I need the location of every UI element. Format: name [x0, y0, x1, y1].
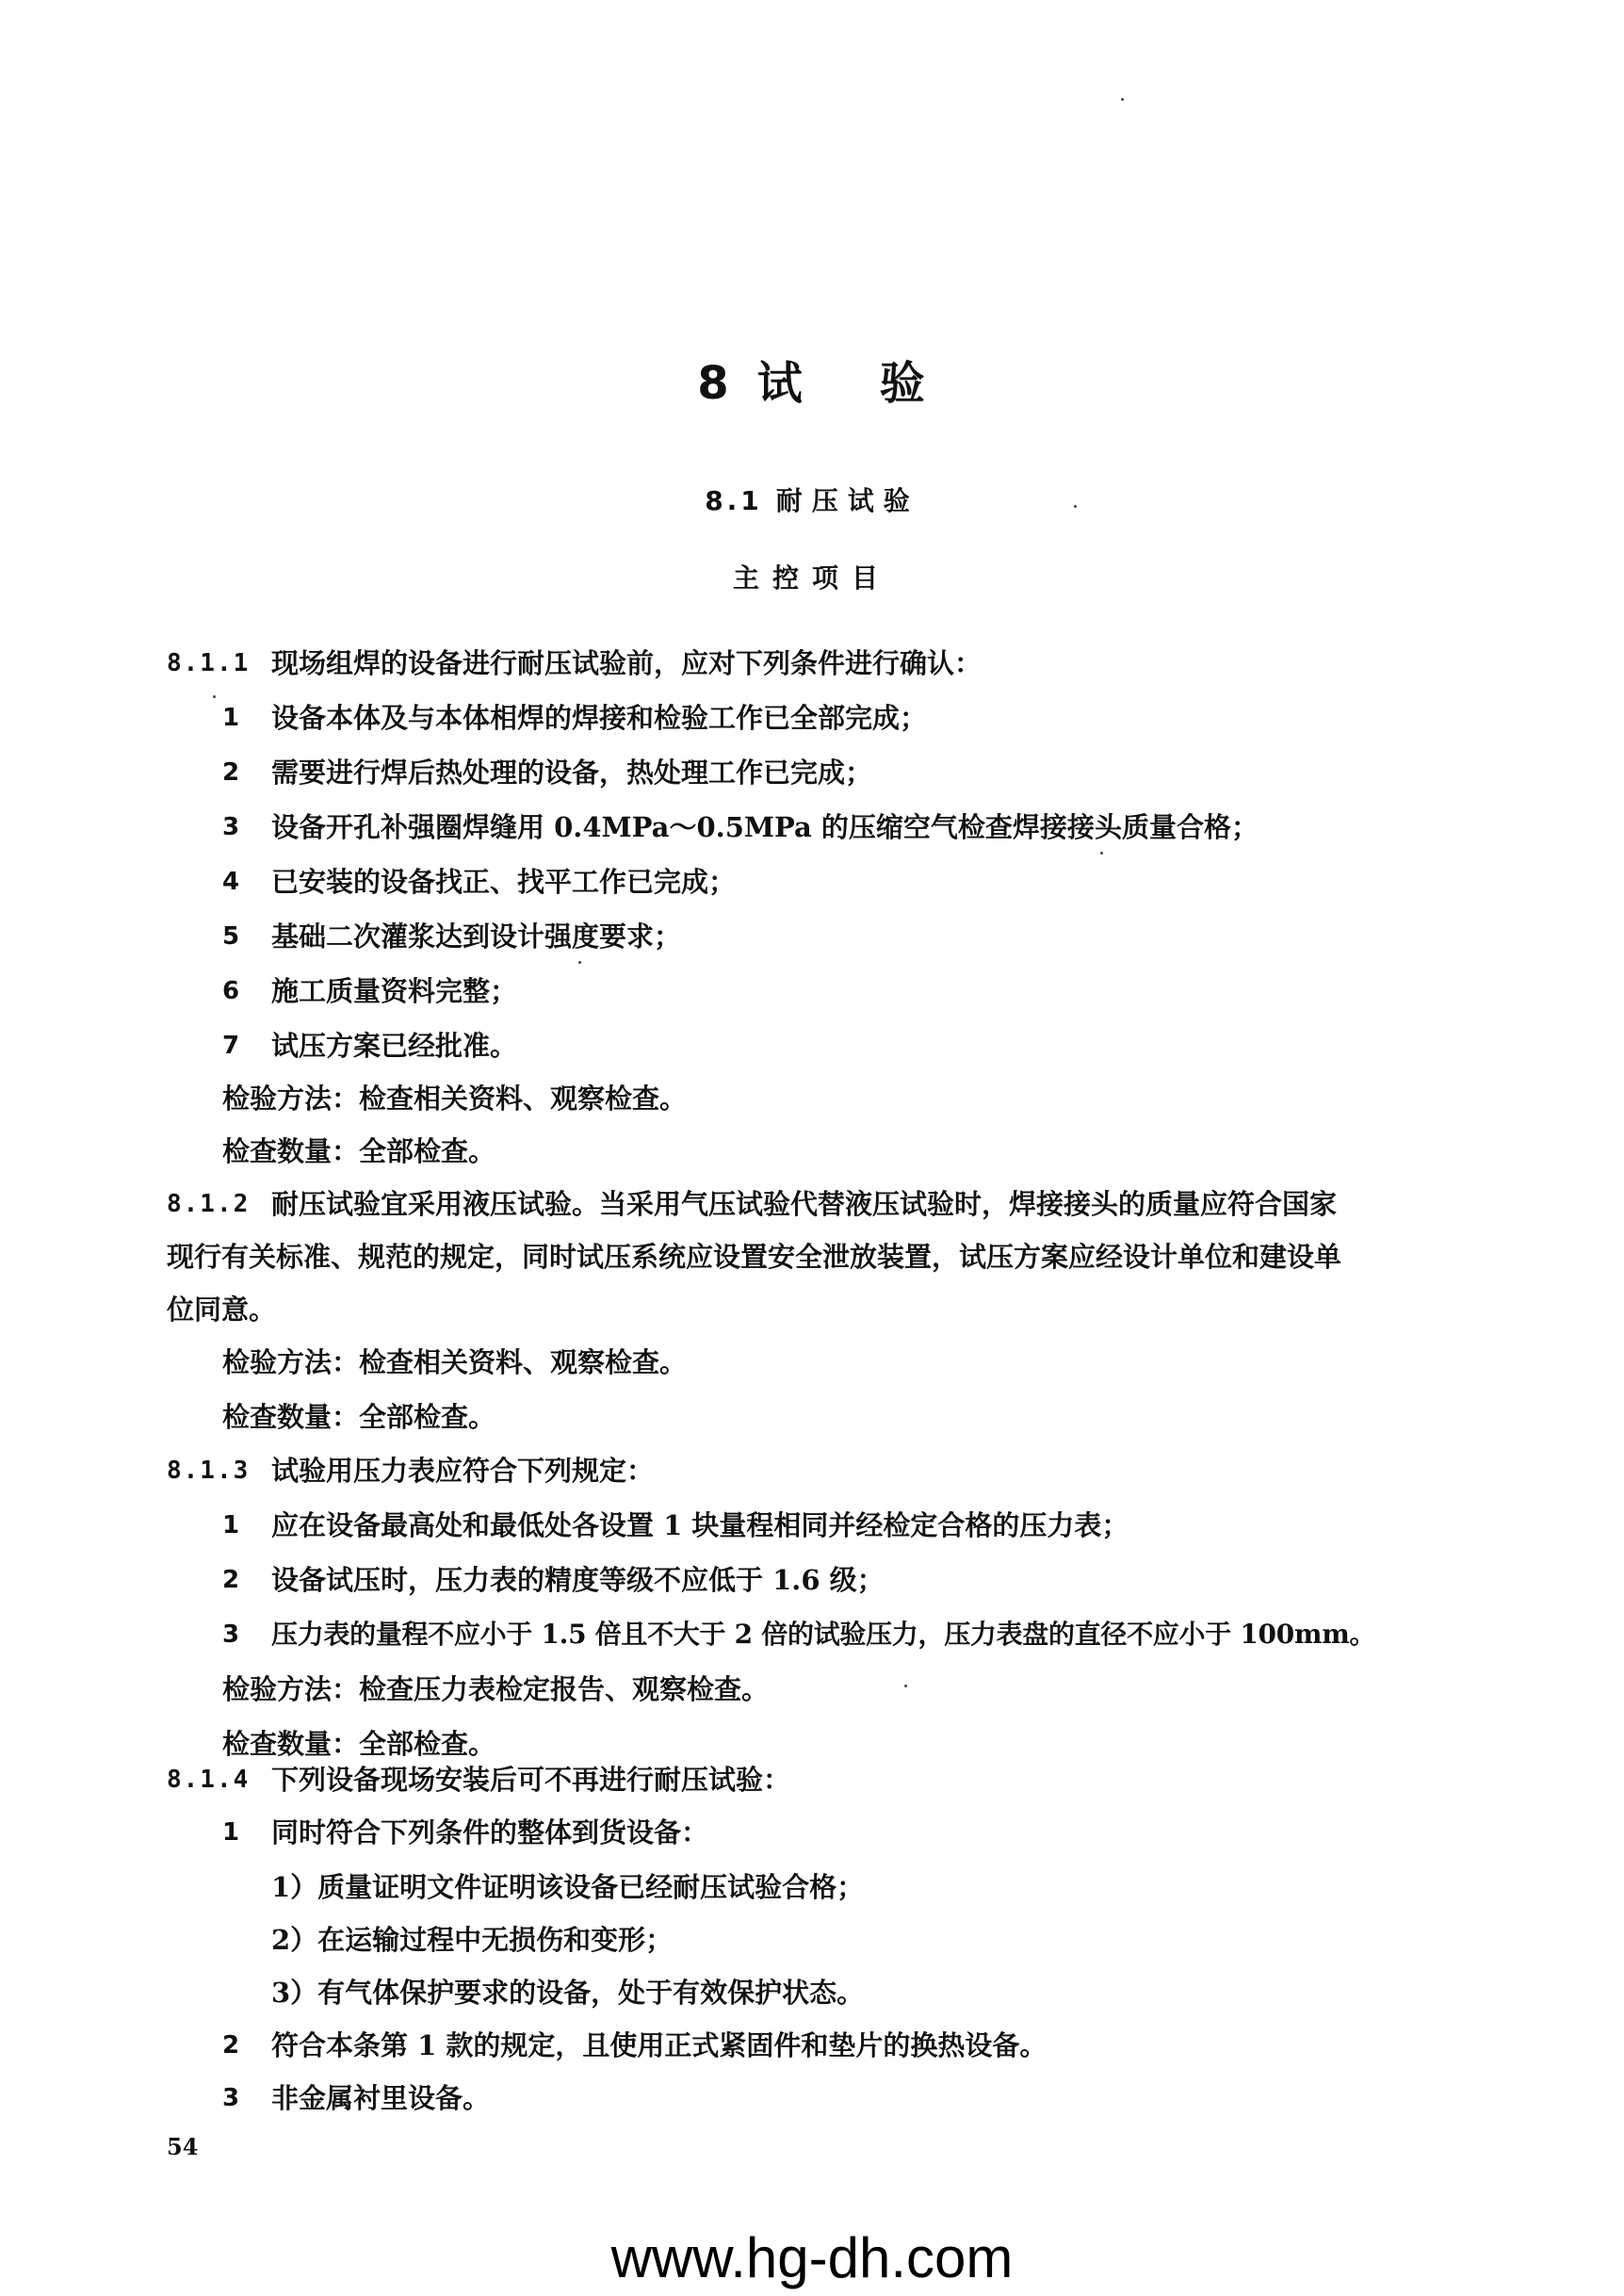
- item-number: 2: [222, 1566, 240, 1594]
- item-number: 2: [222, 758, 240, 787]
- item-text: 同时符合下列条件的整体到货设备：: [271, 1816, 709, 1848]
- item-number: 5: [222, 922, 240, 951]
- scan-speck: [904, 1685, 907, 1687]
- item-text: 基础二次灌浆达到设计强度要求；: [271, 920, 682, 953]
- scan-speck: [1074, 505, 1077, 508]
- item-text: 非金属衬里设备。: [271, 2082, 491, 2114]
- clause-number: 8.1.2: [167, 1190, 251, 1218]
- item-number: 4: [222, 868, 240, 896]
- item-text: 需要进行焊后热处理的设备，热处理工作已完成；: [271, 757, 873, 789]
- chapter-number: 8: [697, 357, 731, 410]
- chapter-title-second-char: 验: [879, 357, 927, 410]
- item-text: 符合本条第 1 款的规定，且使用正式紧固件和垫片的换热设备。: [271, 2029, 1047, 2061]
- sub-item-text: 3）有气体保护要求的设备，处于有效保护状态。: [271, 1977, 865, 2009]
- inspection-quantity-text: 检查数量：全部检查。: [222, 1401, 496, 1433]
- inspection-method-text: 检验方法：检查压力表检定报告、观察检查。: [222, 1673, 770, 1705]
- chapter-title: [0, 347, 1624, 412]
- inspection-quantity-text: 检查数量：全部检查。: [222, 1728, 496, 1760]
- watermark-url: www.hg-dh.com: [610, 2226, 1014, 2289]
- chapter-title-first-char: 试: [756, 357, 804, 410]
- clause-number: 8.1.1: [167, 649, 251, 677]
- section-number: 8.1: [705, 485, 763, 516]
- clause-text: 下列设备现场安装后可不再进行耐压试验：: [271, 1764, 791, 1796]
- subheading: 主控项目: [732, 562, 891, 594]
- inspection-method-text: 检验方法：检查相关资料、观察检查。: [222, 1083, 688, 1115]
- sub-item-text: 1）质量证明文件证明该设备已经耐压试验合格；: [271, 1871, 865, 1903]
- clause-text-line-3: 位同意。: [167, 1294, 277, 1326]
- item-number: 3: [222, 1620, 240, 1649]
- item-number: 6: [222, 977, 240, 1005]
- item-number: 3: [222, 2084, 240, 2112]
- clause-text: 现场组焊的设备进行耐压试验前，应对下列条件进行确认：: [271, 647, 983, 679]
- item-text: 应在设备最高处和最低处各设置 1 块量程相同并经检定合格的压力表；: [271, 1509, 1129, 1541]
- scan-speck: [578, 961, 581, 964]
- item-text: 设备试压时，压力表的精度等级不应低于 1.6 级；: [271, 1564, 885, 1596]
- item-text: 施工质量资料完整；: [271, 975, 518, 1007]
- item-text: 设备开孔补强圈焊缝用 0.4MPa～0.5MPa 的压缩空气检查焊接接头质量合格；: [271, 811, 1259, 843]
- clause-text-line-2: 现行有关标准、规范的规定，同时试压系统应设置安全泄放装置，试压方案应经设计单位和建设单: [167, 1241, 1342, 1273]
- item-number: 1: [222, 704, 240, 732]
- item-number: 1: [222, 1818, 240, 1847]
- scan-speck: [213, 695, 216, 698]
- clause-text-line-1: 耐压试验宜采用液压试验。当采用气压试验代替液压试验时，焊接接头的质量应符合国家: [271, 1188, 1338, 1220]
- scan-speck: [1121, 98, 1124, 101]
- item-number: 2: [222, 2031, 240, 2060]
- clause-text: 试验用压力表应符合下列规定：: [271, 1455, 655, 1487]
- inspection-quantity-text: 检查数量：全部检查。: [222, 1135, 496, 1167]
- item-text: 压力表的量程不应小于 1.5 倍且不大于 2 倍的试验压力，压力表盘的直径不应小于 100mm。: [271, 1619, 1376, 1650]
- sub-item-text: 2）在运输过程中无损伤和变形；: [271, 1924, 674, 1956]
- item-text: 设备本体及与本体相焊的焊接和检验工作已全部完成；: [271, 702, 928, 734]
- section-title-text: 耐压试验: [775, 485, 919, 516]
- clause-number: 8.1.4: [167, 1766, 251, 1794]
- item-number: 3: [222, 813, 240, 841]
- page-number: 54: [167, 2133, 199, 2160]
- item-text: 已安装的设备找正、找平工作已完成；: [271, 866, 737, 898]
- item-number: 7: [222, 1032, 240, 1060]
- section-title: [0, 480, 1624, 518]
- scan-speck: [1100, 852, 1103, 855]
- item-number: 1: [222, 1511, 240, 1539]
- clause-number: 8.1.3: [167, 1457, 251, 1485]
- inspection-method-text: 检验方法：检查相关资料、观察检查。: [222, 1346, 688, 1378]
- item-text: 试压方案已经批准。: [271, 1030, 518, 1062]
